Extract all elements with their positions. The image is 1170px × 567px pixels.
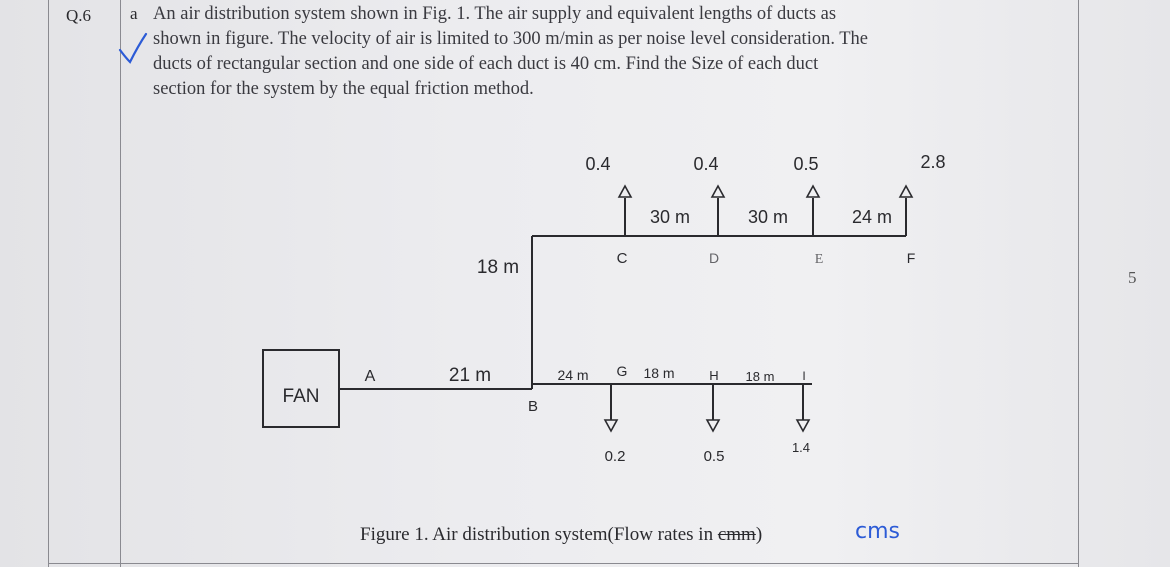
arrow-down-icon <box>605 420 617 431</box>
flow-down-i: 1.4 <box>791 440 811 455</box>
caption-struck-unit: cmm <box>717 524 756 545</box>
duct-lines <box>339 198 906 420</box>
question-part-letter: a <box>130 4 138 23</box>
up-arrows <box>619 186 912 197</box>
arrow-up-icon <box>807 186 819 197</box>
flow-up-d: 0.4 <box>693 154 719 174</box>
node-label-e: E <box>814 252 824 267</box>
question-number: Q.6 <box>66 6 92 25</box>
node-label-a: A <box>364 368 376 385</box>
question-line: An air distribution system shown in Fig. 1. The air supply and equivalent lengths of ducts as <box>153 4 837 24</box>
question-line: ducts of rectangular section and one side of each duct is 40 cm. Find the Size of each duct <box>153 54 819 74</box>
arrow-down-icon <box>797 420 809 431</box>
flow-up-e: 0.5 <box>793 154 819 174</box>
node-label-i: I <box>802 369 806 383</box>
flow-up-f: 2.8 <box>920 152 946 172</box>
node-label-c: C <box>616 250 628 267</box>
arrow-up-icon <box>712 186 724 197</box>
node-label-h: H <box>709 368 719 383</box>
flow-down-h: 0.5 <box>703 448 725 465</box>
arrow-up-icon <box>900 186 912 197</box>
length-g-h: 18 m <box>643 365 675 381</box>
length-e-f: 24 m <box>851 207 893 227</box>
arrow-up-icon <box>619 186 631 197</box>
question-line: shown in figure. The velocity of air is limited to 300 m/min as per noise level consideration. The <box>153 29 869 49</box>
length-a-b: 21 m <box>448 365 492 386</box>
caption-prefix: Figure 1. Air distribution system(Flow rates in <box>360 524 718 545</box>
length-h-i: 18 m <box>745 369 775 384</box>
figure-caption <box>360 524 762 546</box>
node-label-g: G <box>616 363 628 379</box>
node-label-f: F <box>906 250 916 266</box>
caption-suffix: ) <box>755 524 763 545</box>
down-arrows <box>605 420 809 431</box>
length-c-d: 30 m <box>649 207 691 227</box>
handwritten-correction: cms <box>855 519 900 544</box>
flow-up-c: 0.4 <box>585 154 611 174</box>
node-label-d: D <box>708 250 720 266</box>
marks-value: 5 <box>1128 268 1137 287</box>
length-b-c: 18 m <box>476 257 520 278</box>
arrow-down-icon <box>707 420 719 431</box>
node-label-b: B <box>527 398 539 415</box>
length-b-g: 24 m <box>557 367 589 383</box>
fan-label: FAN <box>282 386 320 407</box>
flow-down-g: 0.2 <box>604 448 626 465</box>
length-d-e: 30 m <box>747 207 789 227</box>
question-line: section for the system by the equal friction method. <box>153 79 534 99</box>
